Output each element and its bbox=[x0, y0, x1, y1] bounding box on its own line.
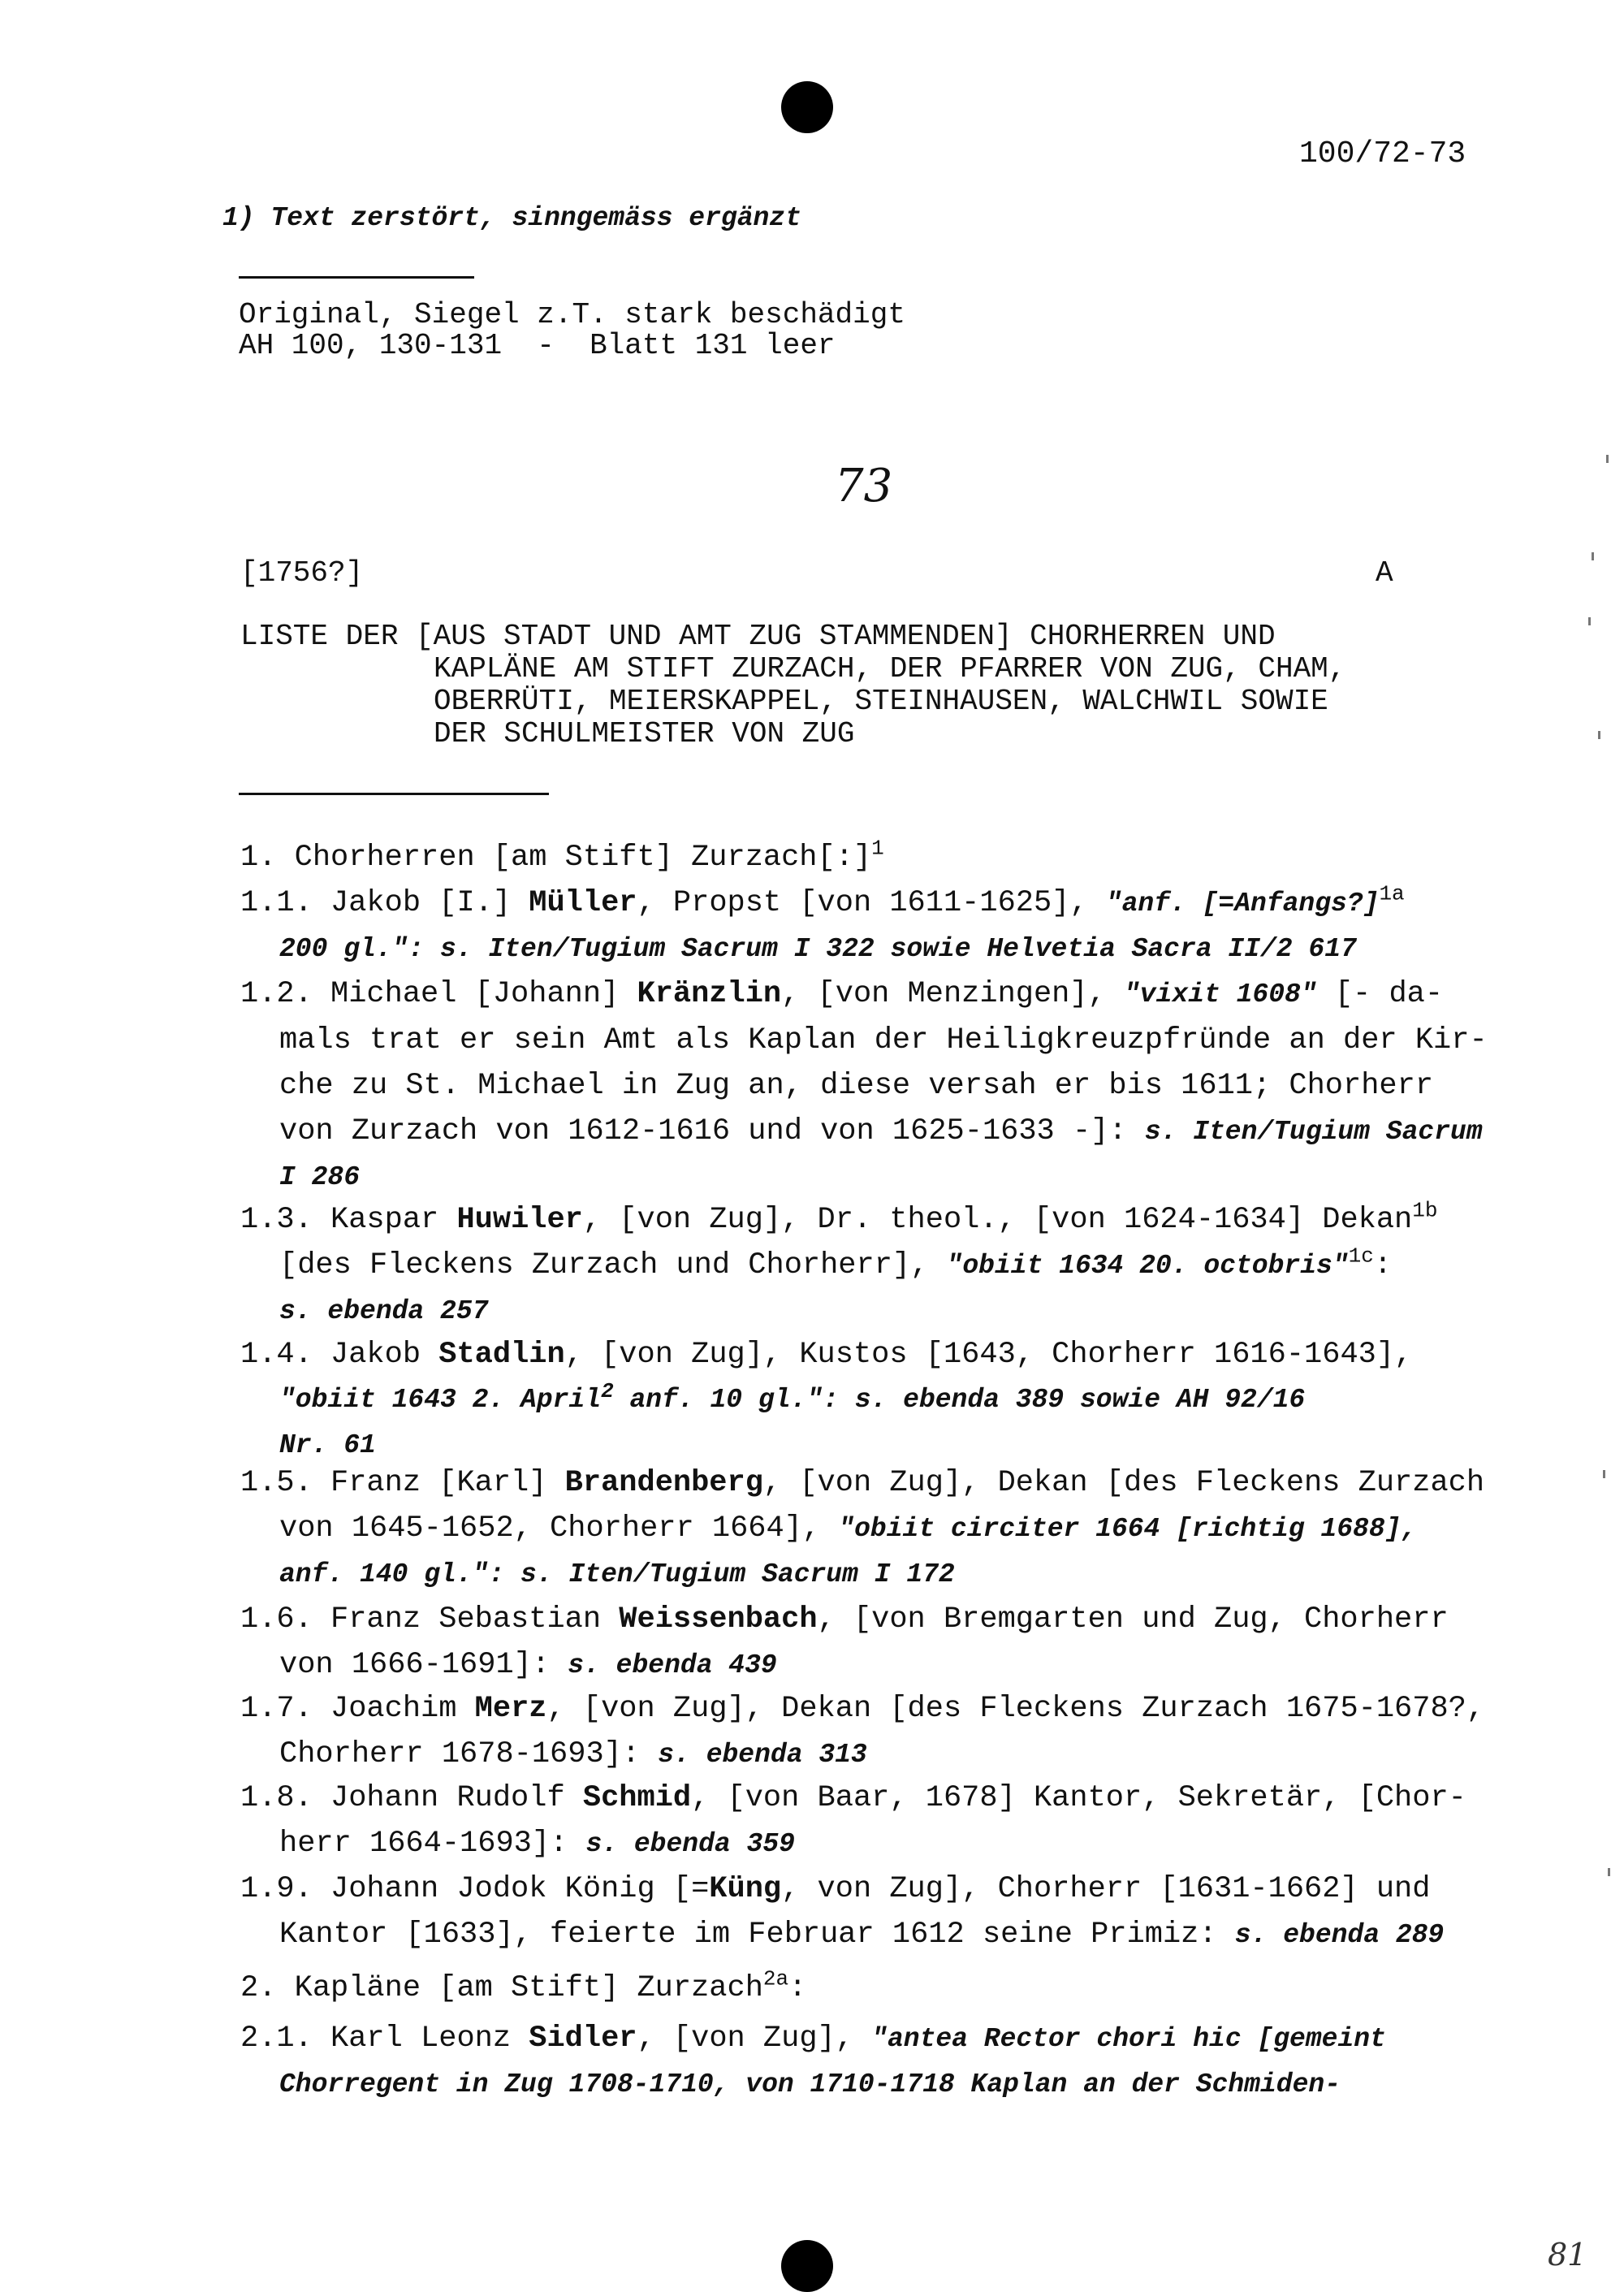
list-item: 1.6. Franz Sebastian Weissenbach, [von Bremgarten und Zug, Chorherr von 1666-1691]: s. ebenda 439 bbox=[240, 1602, 1449, 1682]
scan-speck bbox=[1598, 731, 1600, 739]
scan-speck bbox=[1603, 1470, 1605, 1478]
divider-rule-1 bbox=[239, 276, 474, 279]
title-line-4: DER SCHULMEISTER VON ZUG bbox=[434, 717, 855, 750]
list-item: 1.8. Johann Rudolf Schmid, [von Baar, 1678] Kantor, Sekretär, [Chor- herr 1664-1693]: s. ebenda 359 bbox=[240, 1781, 1466, 1861]
list-item: 1.9. Johann Jodok König [=Küng, von Zug], Chorherr [1631-1662] und Kantor [1633], feierte im Februar 1612 seine Primiz: s. ebenda 289 bbox=[240, 1872, 1445, 1952]
scan-speck bbox=[1606, 455, 1609, 463]
section-letter: A bbox=[1376, 556, 1393, 590]
provenance-line-1: Original, Siegel z.T. stark beschädigt bbox=[239, 298, 905, 331]
punch-hole-bottom bbox=[781, 2240, 833, 2292]
list-item: 1.1. Jakob [I.] Müller, Propst [von 1611-1625], "anf. [=Anfangs?]$^{1a}$ 200 gl.": s. Iten/Tugium Sacrum I 322 sowie Helvetia Sacra II/2 617 bbox=[240, 881, 1405, 964]
list-item: 1.7. Joachim Merz, [von Zug], Dekan [des Fleckens Zurzach 1675-1678?, Chorherr 1678-1693]: s. ebenda 313 bbox=[240, 1692, 1485, 1771]
page-mark: 81 bbox=[1548, 2237, 1587, 2273]
punch-hole-top bbox=[781, 81, 833, 133]
date-bracket: [1756?] bbox=[240, 556, 364, 590]
title-line-2: KAPLÄNE AM STIFT ZURZACH, DER PFARRER VON ZUG, CHAM, bbox=[434, 652, 1346, 685]
item-number: 73 bbox=[835, 460, 893, 512]
scan-speck bbox=[1608, 1868, 1610, 1876]
section-2-heading: 2. Kapläne [am Stift] Zurzach$^{2a}$: bbox=[240, 1966, 807, 2005]
list-item: 1.4. Jakob Stadlin, [von Zug], Kustos [1643, Chorherr 1616-1643], "obiit 1643 2. April$^2$ anf. 10 gl.": s. ebenda 389 sowie AH 92/16 Nr. 61 bbox=[240, 1338, 1413, 1460]
provenance-line-2: AH 100, 130-131 - Blatt 131 leer bbox=[239, 329, 836, 362]
document-number: 100/72-73 bbox=[1299, 136, 1466, 171]
section-1-heading: 1. Chorherren [am Stift] Zurzach[:]$^1$ bbox=[240, 836, 884, 875]
divider-rule-2 bbox=[239, 793, 549, 795]
scan-speck bbox=[1588, 617, 1591, 625]
list-item: 1.3. Kaspar Huwiler, [von Zug], Dr. theol., [von 1624-1634] Dekan$^{1b}$ [des Fleckens Zurzach und Chorherr], "obiit 1634 20. octobris"$^{1c}$: s. ebenda 257 bbox=[240, 1198, 1438, 1326]
scan-speck bbox=[1592, 552, 1594, 560]
list-item: 2.1. Karl Leonz Sidler, [von Zug], "antea Rector chori hic [gemeint Chorregent in Zug 1708-1710, von 1710-1718 Kaplan an der Schmiden- bbox=[240, 2022, 1386, 2100]
list-item: 1.5. Franz [Karl] Brandenberg, [von Zug], Dekan [des Fleckens Zurzach von 1645-1652, Chorherr 1664], "obiit circiter 1664 [richtig 1688], anf. 140 gl.": s. Iten/Tugium Sacrum I 172 bbox=[240, 1466, 1485, 1589]
title-line-3: OBERRÜTI, MEIERSKAPPEL, STEINHAUSEN, WALCHWIL SOWIE bbox=[434, 685, 1328, 718]
title-line-1: LISTE DER [AUS STADT UND AMT ZUG STAMMENDEN] CHORHERREN UND bbox=[240, 620, 1276, 653]
list-item: 1.2. Michael [Johann] Kränzlin, [von Menzingen], "vixit 1608" [- da- mals trat er sein Amt als Kaplan der Heiligkreuzpfründe an der Kir- che zu St. Michael in Zug an, diese versah er bis 1611; Chorherr von Zurzach von 1612-1616 und von 1625-1633 -]: s. Iten/Tugium Sacrum I 286 bbox=[240, 977, 1488, 1192]
footnote-1: 1) Text zerstört, sinngemäss ergänzt bbox=[222, 203, 801, 233]
